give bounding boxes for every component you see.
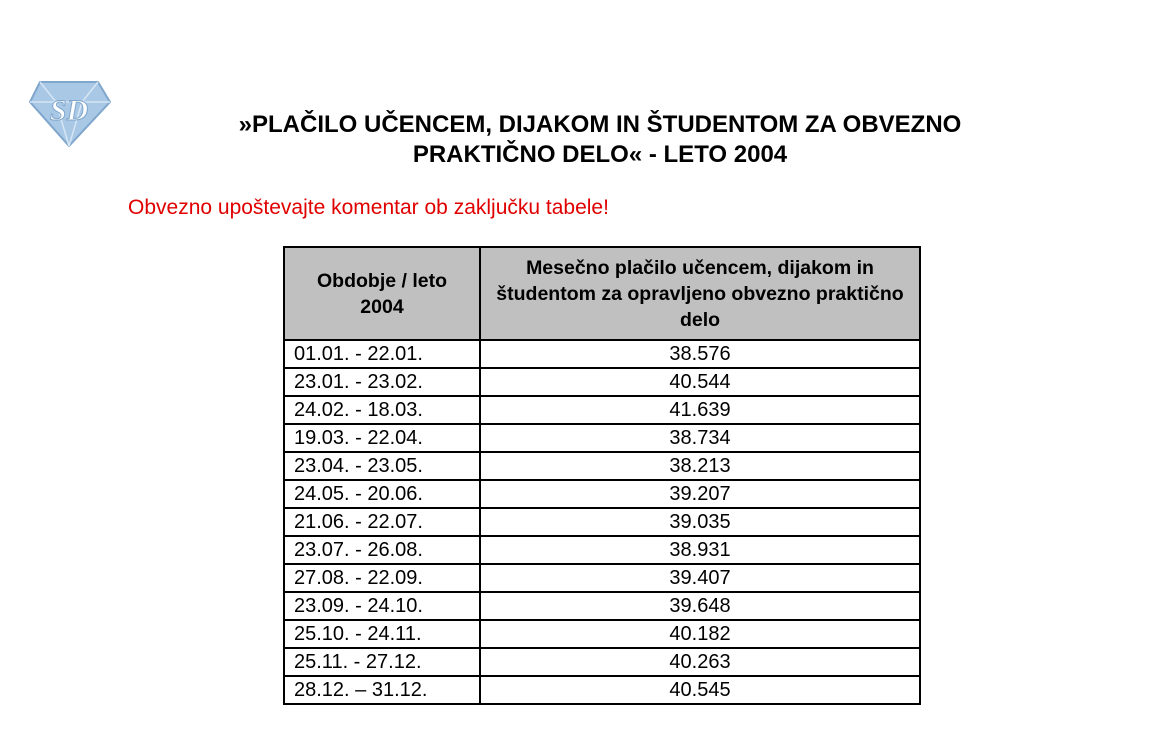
period-cell: 01.01. - 22.01. xyxy=(284,340,480,368)
period-cell: 25.10. - 24.11. xyxy=(284,620,480,648)
period-cell: 24.02. - 18.03. xyxy=(284,396,480,424)
table-row xyxy=(284,424,920,452)
title-line-1: »PLAČILO UČENCEM, DIJAKOM IN ŠTUDENTOM ZA OBVEZNO xyxy=(238,111,962,138)
amount-cell: 40.263 xyxy=(480,648,920,676)
table-row xyxy=(284,536,920,564)
table-row xyxy=(284,648,920,676)
amount-cell: 40.545 xyxy=(480,676,920,704)
table-row xyxy=(284,452,920,480)
amount-cell: 39.207 xyxy=(480,480,920,508)
period-cell: 28.12. – 31.12. xyxy=(284,676,480,704)
amount-cell: 41.639 xyxy=(480,396,920,424)
table-row xyxy=(284,396,920,424)
amount-cell: 39.407 xyxy=(480,564,920,592)
table-row xyxy=(284,480,920,508)
amount-cell: 38.213 xyxy=(480,452,920,480)
table-row xyxy=(284,340,920,368)
table-row xyxy=(284,676,920,704)
period-cell: 27.08. - 22.09. xyxy=(284,564,480,592)
table-row xyxy=(284,564,920,592)
amount-cell: 39.648 xyxy=(480,592,920,620)
period-cell: 23.09. - 24.10. xyxy=(284,592,480,620)
period-cell: 23.01. - 23.02. xyxy=(284,368,480,396)
header-monthly-payment: Mesečno plačilo učencem, dijakom in študentom za opravljeno obvezno praktično delo xyxy=(480,247,920,340)
amount-cell: 40.182 xyxy=(480,620,920,648)
amount-cell: 38.576 xyxy=(480,340,920,368)
table-row xyxy=(284,620,920,648)
payment-table xyxy=(283,246,921,705)
page-title xyxy=(130,110,1070,170)
notice-text: Obvezno upoštevajte komentar ob zaključku tabele! xyxy=(128,196,609,219)
header-period: Obdobje / leto 2004 xyxy=(284,247,480,340)
table-body xyxy=(284,340,920,704)
title-line-2: PRAKTIČNO DELO« - LETO 2004 xyxy=(412,141,788,168)
table-row xyxy=(284,508,920,536)
period-cell: 19.03. - 22.04. xyxy=(284,424,480,452)
table-row xyxy=(284,592,920,620)
period-cell: 23.04. - 23.05. xyxy=(284,452,480,480)
amount-cell: 38.734 xyxy=(480,424,920,452)
table-header-row xyxy=(284,247,920,340)
sd-diamond-logo xyxy=(26,76,112,150)
period-cell: 24.05. - 20.06. xyxy=(284,480,480,508)
period-cell: 21.06. - 22.07. xyxy=(284,508,480,536)
table-row xyxy=(284,368,920,396)
amount-cell: 40.544 xyxy=(480,368,920,396)
logo-lettering: SD xyxy=(49,94,89,127)
amount-cell: 38.931 xyxy=(480,536,920,564)
period-cell: 23.07. - 26.08. xyxy=(284,536,480,564)
period-cell: 25.11. - 27.12. xyxy=(284,648,480,676)
amount-cell: 39.035 xyxy=(480,508,920,536)
